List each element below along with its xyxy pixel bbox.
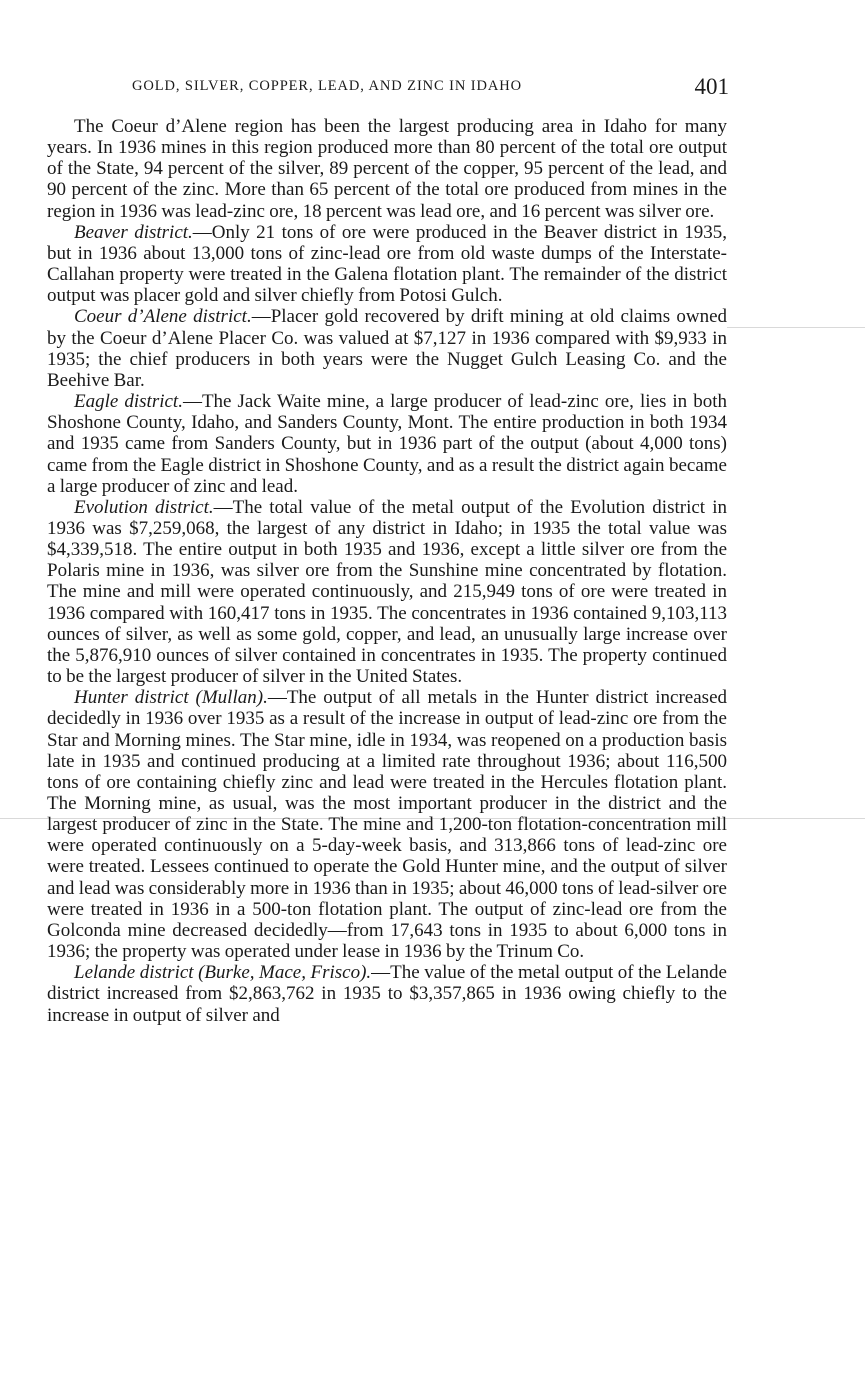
body-text <box>47 116 727 1026</box>
paragraph-text: —Placer gold recovered by drift mining at old claims owned by the Coeur d’Alene Placer Co. was valued at $7,127 in 1936 compared with $9,933 in 1935; the chief producers in both years were the Nugget Gulch Leasing Co. and the Beehive Bar. <box>47 306 728 391</box>
paragraph-coeur-dalene-district <box>47 306 727 391</box>
paragraph-text: —The value of the metal output of the Lelande district increased from $2,863,762 in 1935 to $3,357,865 in 1936 owing chiefly to the increase in output of silver and <box>47 962 727 1026</box>
paragraph-text: —The output of all metals in the Hunter district increased decidedly in 1936 over 1935 as a result of the increase in output of lead-zinc ore from the Star and Morning mines. The Star mine, idle in 1934, was reopened on a production basis late in 1935 and continued producing at a limited rate throughout 1936; about 116,500 tons of ore containing chiefly zinc and lead were treated in the Hercules flotation plant. The Morning mine, as usual, was the most important producer in the district and the largest producer of zinc in the State. The mine and 1,200-ton flotation-concentration mill were operated continuously on a 5-day-week basis, and 313,866 tons of lead-zinc ore were treated. Lessees continued to operate the Gold Hunter mine, and the output of silver and lead was considerably more in 1936 than in 1935; about 46,000 tons of lead-silver ore were treated in 1936 in a 500-ton flotation plant. The output of zinc-lead ore from the Golconda mine decreased decidedly—from 17,643 tons in 1935 to about 6,000 tons in 1936; the property was operated under lease in 1936 by the Trinum Co. <box>47 687 727 963</box>
paragraph-text: —Only 21 tons of ore were produced in the Beaver district in 1935, but in 1936 about 13,000 tons of zinc-lead ore from old waste dumps of the Interstate-Callahan property were treated in the Galena flotation plant. The remainder of the district output was placer gold and silver chiefly from Potosi Gulch. <box>47 221 727 307</box>
paragraph-head: Beaver district. <box>74 221 193 243</box>
paragraph-text: —The Jack Waite mine, a large producer of lead-zinc ore, lies in both Shoshone County, Idaho, and Sanders County, Mont. The entire production in both 1934 and 1935 came from Sanders County, but in 1936 part of the output (about 4,000 tons) came from the Eagle district in Shoshone County, and as a result the district again became a large producer of zinc and lead. <box>47 391 727 497</box>
running-header <box>47 70 727 104</box>
paragraph-lelande-district <box>47 962 727 1025</box>
paragraph-coeur-dalene-region <box>47 116 727 222</box>
paragraph-eagle-district <box>47 391 727 497</box>
page-number: 401 <box>694 74 729 99</box>
paragraph-hunter-district <box>47 687 727 962</box>
running-title: GOLD, SILVER, COPPER, LEAD, AND ZINC IN IDAHO <box>132 78 522 94</box>
paragraph-head: Eagle district. <box>74 391 183 413</box>
paragraph-head: Lelande district (Burke, Mace, Frisco). <box>74 962 372 984</box>
paragraph-text: The Coeur d’Alene region has been the largest producing area in Idaho for many years. In 1936 mines in this region produced more than 80 percent of the total ore output of the State, 94 percent of the silver, 89 percent of the copper, 95 percent of the lead, and 90 percent of the zinc. More than 65 percent of the total ore produced from mines in the region in 1936 was lead-zinc ore, 18 percent was lead ore, and 16 percent was silver ore. <box>47 116 727 222</box>
paragraph-head: Hunter district (Mullan). <box>74 687 268 709</box>
paragraph-beaver-district <box>47 222 727 307</box>
paragraph-evolution-district <box>47 497 727 687</box>
document-page <box>47 70 727 1026</box>
paragraph-text: —The total value of the metal output of the Evolution district in 1936 was $7,259,068, the largest of any district in Idaho; in 1935 the total value was $4,339,518. The entire output in both 1935 and 1936, except a little silver ore from the Polaris mine in 1936, was silver ore from the Sunshine mine concentrated by flotation. The mine and mill were operated continuously, and 215,949 tons of ore were treated in 1936 compared with 160,417 tons in 1935. The concentrates in 1936 contained 9,103,113 ounces of silver, as well as some gold, copper, and lead, an unusually large increase over the 5,876,910 ounces of silver contained in concentrates in 1935. The property continued to be the largest producer of silver in the United States. <box>47 496 727 688</box>
paragraph-head: Coeur d’Alene district. <box>74 306 252 328</box>
scan-line-top <box>727 327 865 328</box>
paragraph-head: Evolution district. <box>74 496 214 518</box>
